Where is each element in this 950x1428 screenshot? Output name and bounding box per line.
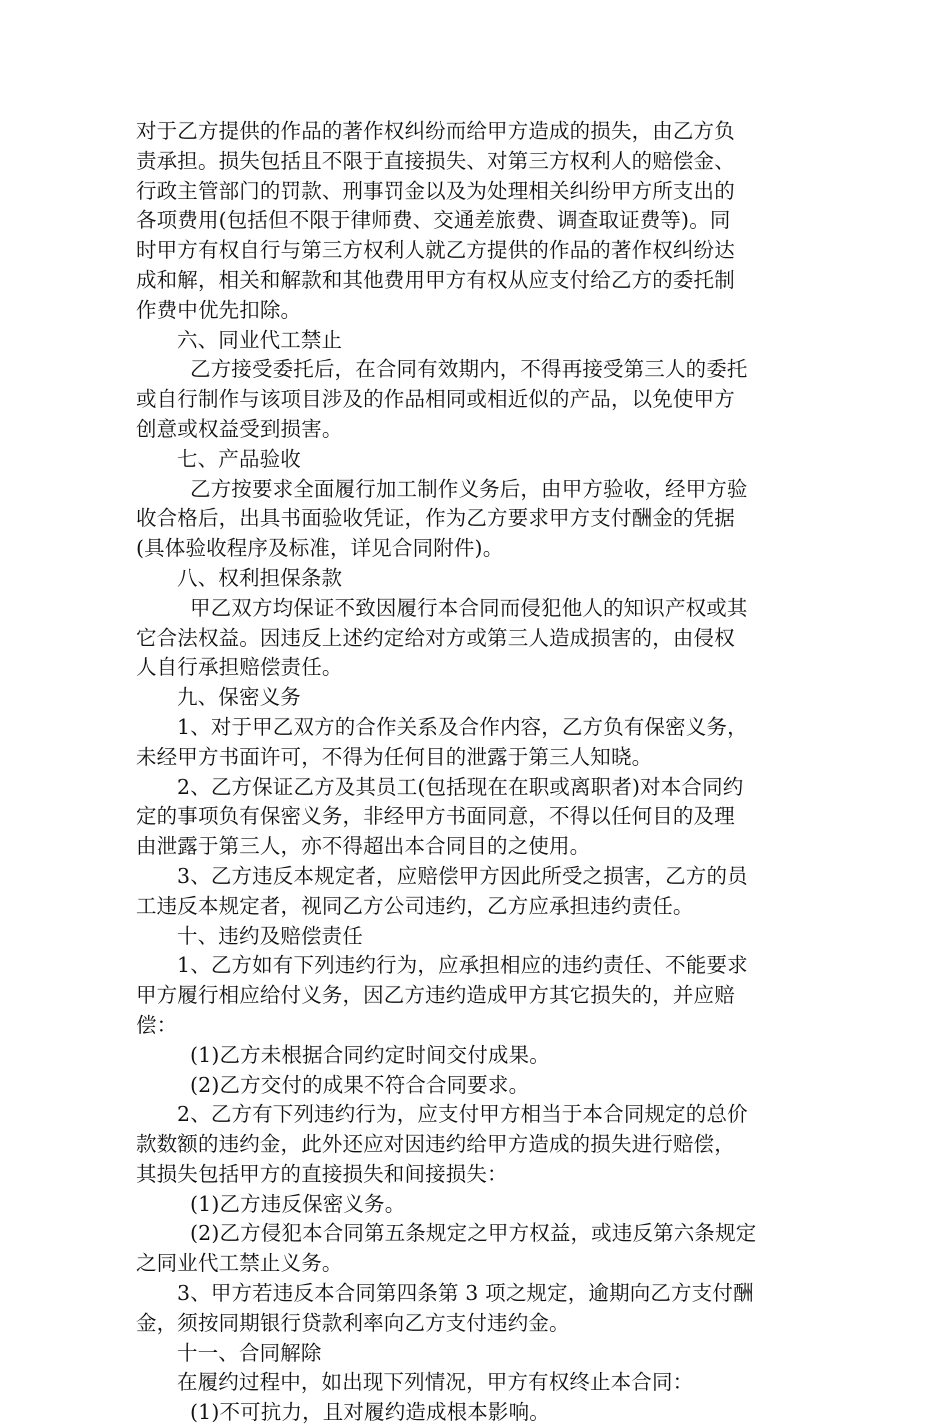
text-line: 七、产品验收: [177, 446, 301, 471]
text-line: 款数额的违约金，此外还应对因违约给甲方造成的损失进行赔偿，: [136, 1132, 735, 1157]
text-line: 其损失包括甲方的直接损失和间接损失：: [136, 1161, 508, 1186]
text-line: 未经甲方书面许可，不得为任何目的泄露于第三人知晓。: [136, 744, 653, 769]
text-line: 八、权利担保条款: [177, 565, 343, 590]
text-line: 行政主管部门的罚款、刑事罚金以及为处理相关纠纷甲方所支出的: [136, 178, 735, 203]
text-line: 3、甲方若违反本合同第四条第 3 项之规定，逾期向乙方支付酬: [177, 1281, 754, 1306]
text-line: 2、乙方有下列违约行为，应支付甲方相当于本合同规定的总价: [177, 1102, 748, 1127]
text-line: 收合格后，出具书面验收凭证，作为乙方要求甲方支付酬金的凭据: [136, 506, 735, 531]
text-line: 时甲方有权自行与第三方权利人就乙方提供的作品的著作权纠纷达: [136, 238, 735, 263]
text-line: 它合法权益。因违反上述约定给对方或第三人造成损害的，由侵权: [136, 625, 735, 650]
text-line: 乙方按要求全面履行加工制作义务后，由甲方验收，经甲方验: [190, 476, 748, 501]
text-line: (具体验收程序及标准，详见合同附件)。: [136, 536, 504, 561]
text-line: 1、对于甲乙双方的合作关系及合作内容，乙方负有保密义务，: [177, 714, 748, 739]
text-line: 十一、合同解除: [177, 1340, 322, 1365]
text-line: 对于乙方提供的作品的著作权纠纷而给甲方造成的损失，由乙方负: [136, 119, 735, 143]
text-line: 成和解，相关和解款和其他费用甲方有权从应支付给乙方的委托制: [136, 267, 735, 292]
document-body: [136, 117, 816, 1428]
text-line: 人自行承担赔偿责任。: [136, 655, 343, 680]
text-line: 由泄露于第三人，亦不得超出本合同目的之使用。: [136, 834, 591, 859]
text-line: (2)乙方交付的成果不符合合同要求。: [190, 1072, 530, 1097]
text-line: 在履约过程中，如出现下列情况，甲方有权终止本合同：: [177, 1370, 694, 1395]
text-line: 乙方接受委托后，在合同有效期内，不得再接受第三人的委托: [190, 357, 748, 382]
text-line: 1、乙方如有下列违约行为，应承担相应的违约责任、不能要求: [177, 953, 748, 978]
text-line: (1)乙方违反保密义务。: [190, 1191, 406, 1216]
text-line: 甲乙双方均保证不致因履行本合同而侵犯他人的知识产权或其: [190, 595, 748, 620]
text-line: 九、保密义务: [177, 685, 301, 710]
text-line: (1)不可抗力，且对履约造成根本影响。: [190, 1400, 550, 1425]
text-line: 工违反本规定者，视同乙方公司违约，乙方应承担违约责任。: [136, 893, 694, 918]
text-line: 十、违约及赔偿责任: [177, 923, 363, 948]
text-line: 或自行制作与该项目涉及的作品相同或相近似的产品，以免使甲方: [136, 387, 735, 412]
text-line: 各项费用(包括但不限于律师费、交通差旅费、调查取证费等)。同: [136, 208, 731, 233]
text-line: 六、同业代工禁止: [177, 327, 343, 352]
text-line: 金，须按同期银行贷款利率向乙方支付违约金。: [136, 1310, 570, 1335]
text-line: 甲方履行相应给付义务，因乙方违约造成甲方其它损失的，并应赔: [136, 983, 735, 1008]
text-line: 偿：: [136, 1012, 178, 1037]
text-line: (2)乙方侵犯本合同第五条规定之甲方权益，或违反第六条规定: [190, 1221, 757, 1246]
text-line: 2、乙方保证乙方及其员工(包括现在在职或离职者)对本合同约: [177, 774, 744, 799]
text-line: 作费中优先扣除。: [136, 297, 302, 322]
text-line: 之同业代工禁止义务。: [136, 1251, 343, 1276]
text-line: 责承担。损失包括且不限于直接损失、对第三方权利人的赔偿金、: [136, 148, 735, 173]
text-line: 定的事项负有保密义务，非经甲方书面同意，不得以任何目的及理: [136, 804, 735, 829]
text-line: 3、乙方违反本规定者，应赔偿甲方因此所受之损害，乙方的员: [177, 863, 748, 888]
text-line: 创意或权益受到损害。: [136, 416, 343, 441]
text-line: (1)乙方未根据合同约定时间交付成果。: [190, 1042, 550, 1067]
